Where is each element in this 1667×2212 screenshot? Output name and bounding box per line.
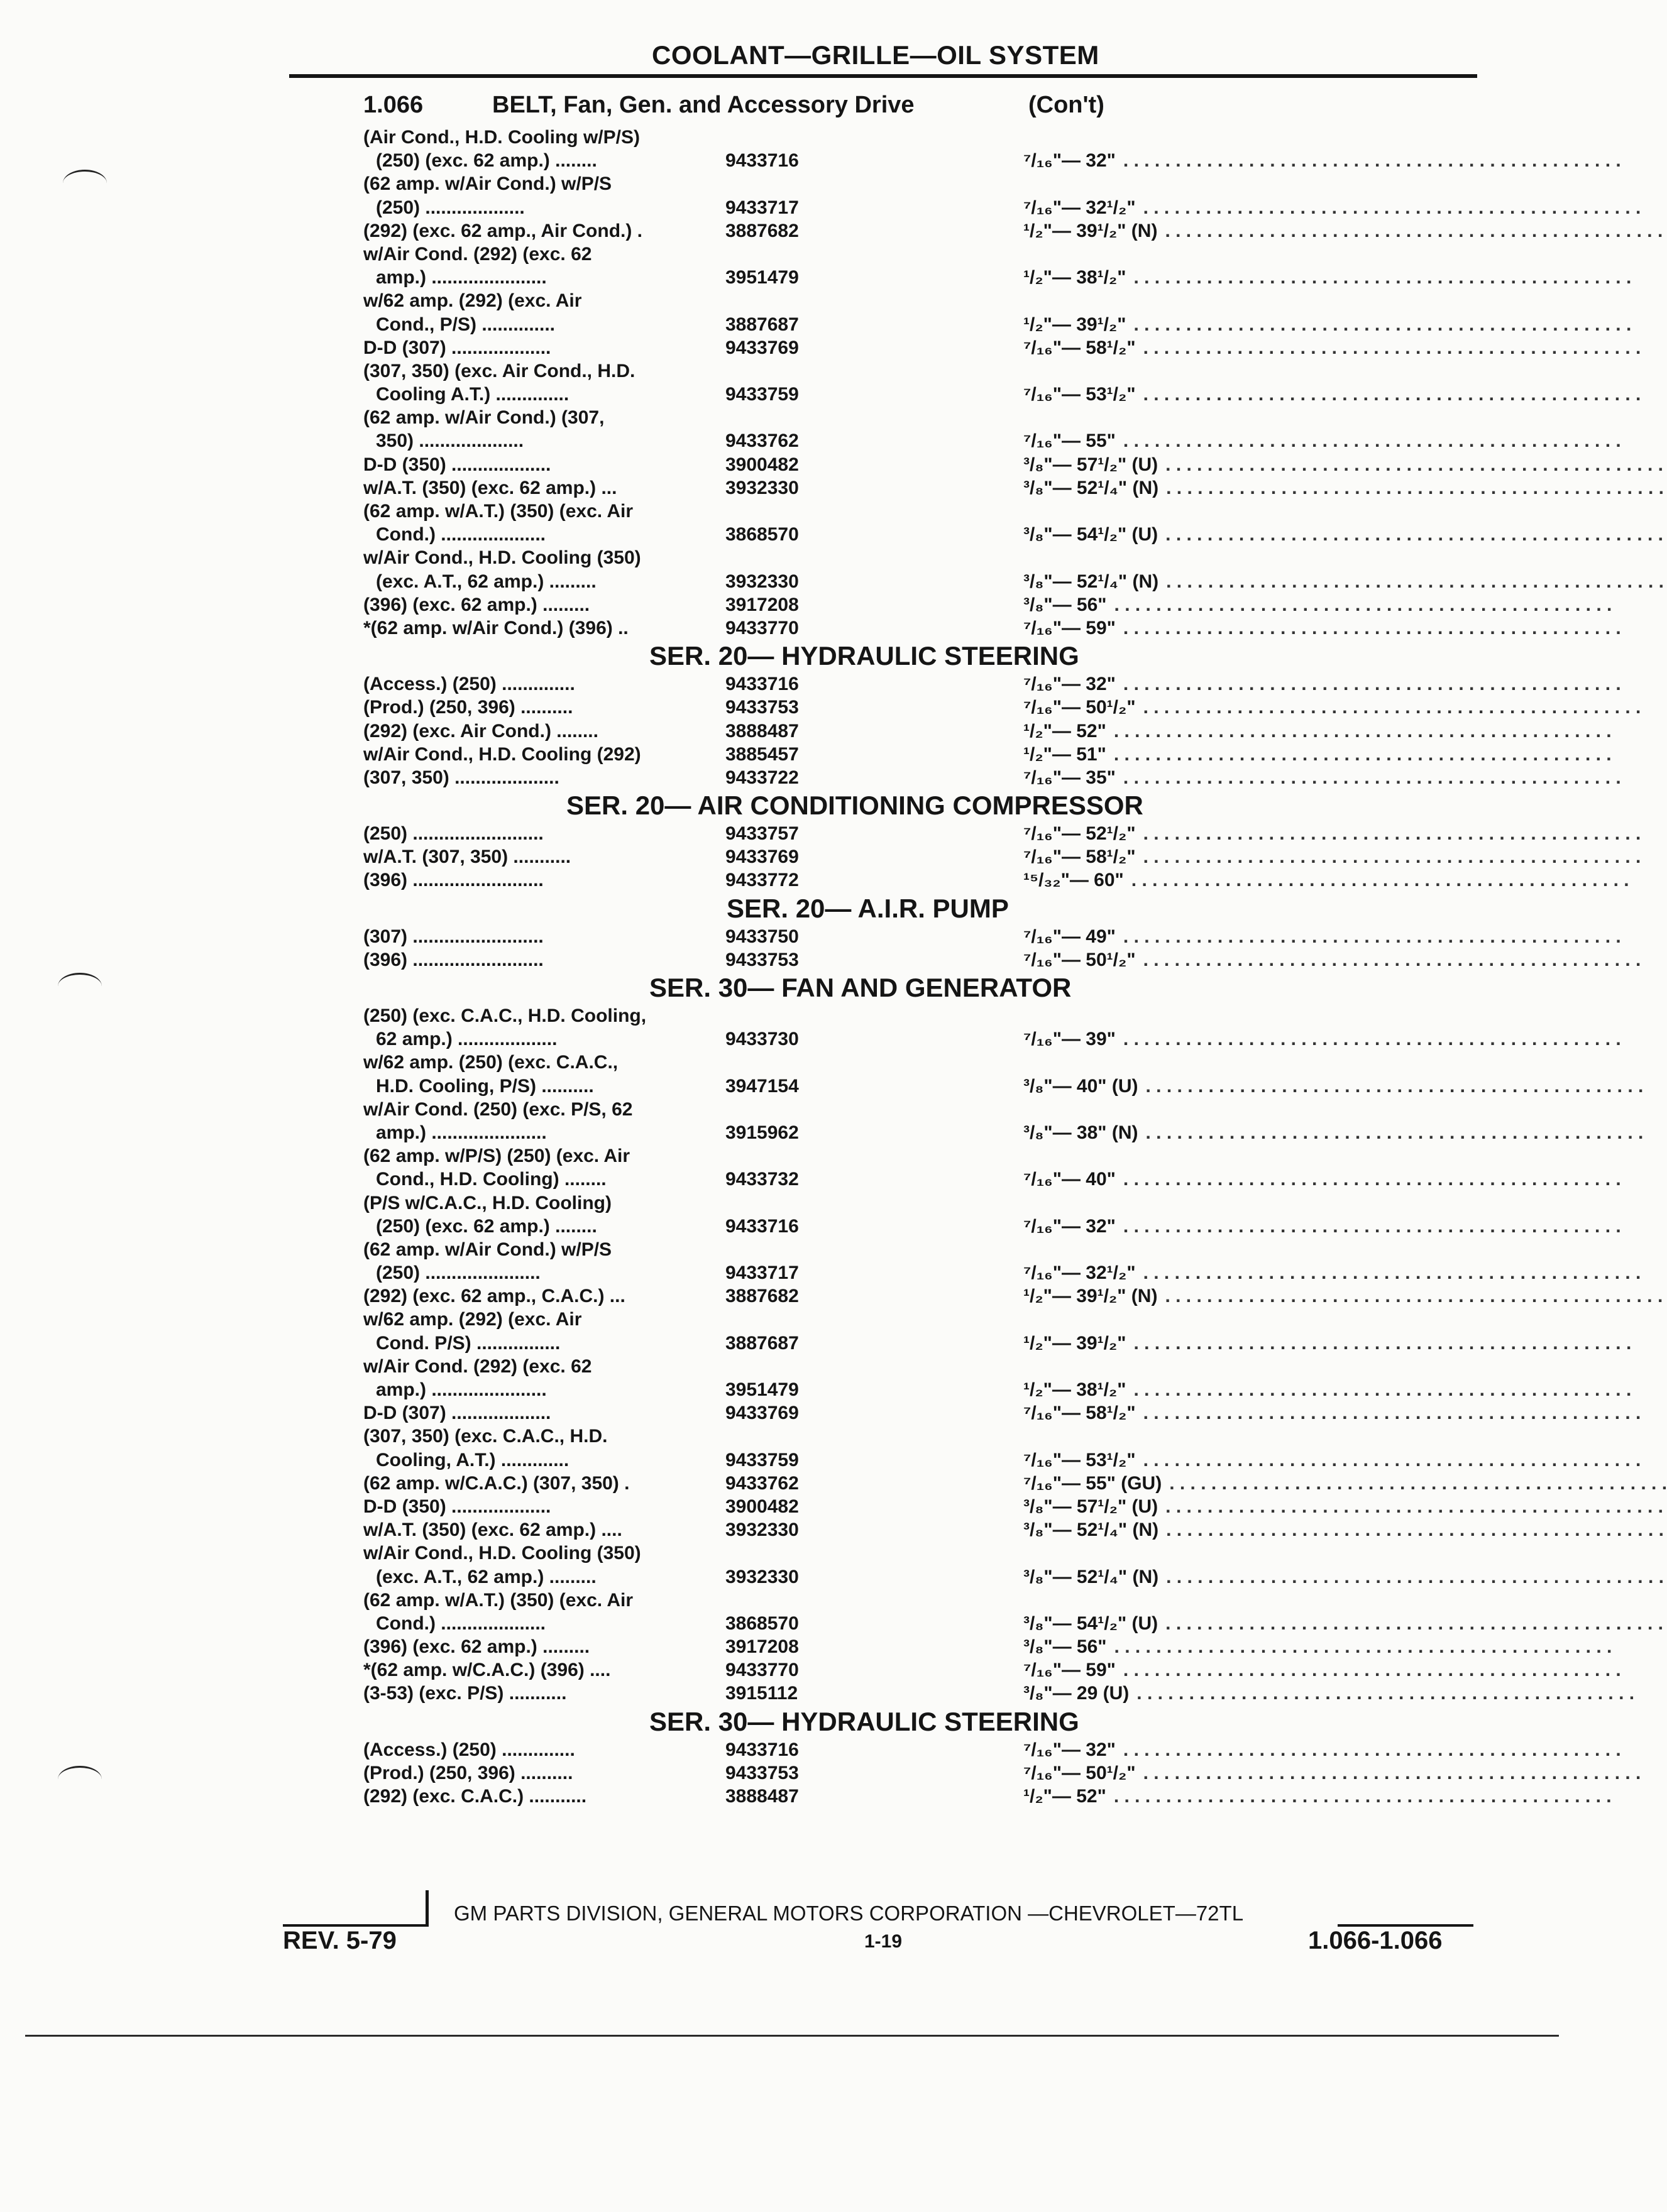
parts-row — [363, 593, 1612, 616]
dot-leader: . . . . . . . . . . . . . . . . . . . . . . . . . . . . . . . . . . . . . . . . . . . . . . . . — [1131, 870, 1629, 891]
part-number: 9433750 — [725, 926, 799, 947]
part-number: 3887682 — [725, 220, 799, 241]
parts-row — [363, 1589, 1482, 1612]
application-description: Cond. P/S) ................ — [376, 1332, 561, 1354]
parts-row — [363, 1355, 1482, 1378]
application-description: *(62 amp. w/Air Cond.) (396) .. — [363, 617, 629, 638]
series-heading-text: SER. 20— HYDRAULIC STEERING — [649, 641, 1079, 671]
part-number: 3888487 — [725, 720, 799, 742]
part-number: 3915962 — [725, 1122, 799, 1143]
part-number: 9433716 — [725, 1739, 799, 1760]
application-description: (292) (exc. 62 amp., C.A.C.) ... — [363, 1286, 625, 1307]
parts-row — [363, 1121, 1644, 1144]
application-description: (250) ................... — [376, 197, 525, 218]
belt-size: ³/₈"— 38" (N) — [1023, 1122, 1138, 1143]
part-number: 9433769 — [725, 337, 799, 358]
part-number: 9433769 — [725, 1403, 799, 1424]
parts-row — [363, 289, 1482, 312]
parts-row — [363, 868, 1629, 892]
dot-leader: . . . . . . . . . . . . . . . . . . . . . . . . . . . . . . . . . . . . . . . . . . . . . . . . — [1123, 1029, 1621, 1050]
application-description: w/62 amp. (292) (exc. Air — [363, 1309, 582, 1330]
parts-row — [363, 1761, 1641, 1785]
part-number: 3932330 — [725, 1566, 799, 1587]
parts-row — [363, 1425, 1482, 1448]
application-description: (250) (exc. C.A.C., H.D. Cooling, — [363, 1005, 647, 1026]
dot-leader: . . . . . . . . . . . . . . . . . . . . . . . . . . . . . . . . . . . . . . . . . . . . . . . . — [1133, 314, 1632, 335]
dot-leader: . . . . . . . . . . . . . . . . . . . . . . . . . . . . . . . . . . . . . . . . . . . . . . . . — [1143, 1449, 1641, 1470]
belt-size: ¹/₂"— 38¹/₂" — [1023, 267, 1126, 288]
parts-row — [363, 766, 1621, 789]
parts-row — [363, 948, 1641, 972]
footer-index-range: 1.066-1.066 — [1308, 1927, 1443, 1954]
application-description: (Access.) (250) .............. — [363, 1739, 575, 1760]
parts-row — [363, 1051, 1482, 1074]
application-description: H.D. Cooling, P/S) .......... — [376, 1075, 594, 1097]
part-number: 9433762 — [725, 1472, 799, 1494]
dot-leader: . . . . . . . . . . . . . . . . . . . . . . . . . . . . . . . . . . . . . . . . . . . . . . . . — [1143, 697, 1641, 718]
parts-row — [363, 523, 1663, 546]
parts-row — [363, 743, 1612, 766]
part-number: 3868570 — [725, 524, 799, 545]
dot-leader: . . . . . . . . . . . . . . . . . . . . . . . . . . . . . . . . . . . . . . . . . . . . . . . . — [1165, 1286, 1663, 1307]
application-description: amp.) ...................... — [376, 267, 547, 288]
parts-row — [363, 1785, 1612, 1808]
parts-row — [363, 1612, 1663, 1635]
part-number: 9433753 — [725, 697, 799, 718]
application-description: (250) ...................... — [376, 1262, 541, 1284]
parts-row — [363, 1098, 1482, 1121]
application-description: (292) (exc. Air Cond.) ........ — [363, 720, 598, 742]
application-description: (396) (exc. 62 amp.) ......... — [363, 594, 590, 615]
dot-leader: . . . . . . . . . . . . . . . . . . . . . . . . . . . . . . . . . . . . . . . . . . . . . . . . — [1165, 1612, 1663, 1634]
application-description: w/A.T. (350) (exc. 62 amp.) .... — [363, 1519, 622, 1541]
application-description: w/Air Cond. (250) (exc. P/S, 62 — [363, 1098, 633, 1120]
parts-row — [363, 172, 1482, 195]
application-description: amp.) ...................... — [376, 1379, 547, 1400]
parts-row — [363, 1635, 1612, 1658]
belt-size: ⁷/₁₆"— 32" — [1023, 1215, 1116, 1237]
part-number: 9433770 — [725, 1660, 799, 1681]
part-number: 3932330 — [725, 1519, 799, 1541]
dot-leader: . . . . . . . . . . . . . . . . . . . . . . . . . . . . . . . . . . . . . . . . . . . . . . . . — [1145, 1075, 1644, 1097]
parts-row — [363, 359, 1482, 383]
dot-leader: . . . . . . . . . . . . . . . . . . . . . . . . . . . . . . . . . . . . . . . . . . . . . . . . — [1133, 267, 1632, 288]
section-title: BELT, Fan, Gen. and Accessory Drive — [492, 92, 915, 118]
belt-size: ¹⁵/₃₂"— 60" — [1023, 870, 1124, 891]
series-heading — [363, 892, 1482, 925]
application-description: (250) ......................... — [363, 823, 544, 845]
parts-row — [363, 1027, 1621, 1051]
application-description: (307, 350) (exc. Air Cond., H.D. — [363, 360, 635, 381]
part-number: 3932330 — [725, 477, 799, 498]
belt-size: ⁷/₁₆"— 32" — [1023, 150, 1116, 172]
parts-row — [363, 219, 1663, 243]
application-description: (exc. A.T., 62 amp.) ......... — [376, 571, 597, 592]
belt-size: ¹/₂"— 51" — [1023, 743, 1106, 765]
dot-leader: . . . . . . . . . . . . . . . . . . . . . . . . . . . . . . . . . . . . . . . . . . . . . . . . — [1114, 594, 1612, 615]
part-number: 3900482 — [725, 454, 799, 475]
parts-row — [363, 1541, 1482, 1565]
header-rule — [289, 74, 1477, 78]
series-heading-text: SER. 20— AIR CONDITIONING COMPRESSOR — [566, 791, 1143, 821]
parts-row — [363, 546, 1482, 569]
footer-organization: GM PARTS DIVISION, GENERAL MOTORS CORPORATION —CHEVROLET—72TL — [454, 1902, 1244, 1925]
part-number: 3887687 — [725, 314, 799, 335]
dot-leader: . . . . . . . . . . . . . . . . . . . . . . . . . . . . . . . . . . . . . . . . . . . . . . . . — [1123, 926, 1621, 947]
belt-size: ³/₈"— 40" (U) — [1023, 1075, 1138, 1097]
belt-size: ⁷/₁₆"— 32¹/₂" — [1023, 197, 1136, 218]
parts-row — [363, 149, 1621, 172]
dot-leader: . . . . . . . . . . . . . . . . . . . . . . . . . . . . . . . . . . . . . . . . . . . . . . . . — [1113, 743, 1612, 765]
belt-size: ⁷/₁₆"— 52¹/₂" — [1023, 823, 1136, 845]
section-heading — [363, 92, 1476, 123]
series-heading-text: SER. 20— A.I.R. PUMP — [727, 893, 1009, 923]
belt-size: ⁷/₁₆"— 53¹/₂" — [1023, 384, 1136, 405]
part-number: 3868570 — [725, 1612, 799, 1634]
dot-leader: . . . . . . . . . . . . . . . . . . . . . . . . . . . . . . . . . . . . . . . . . . . . . . . . — [1143, 823, 1641, 845]
section-continued: (Con't) — [1028, 92, 1104, 118]
part-number: 9433717 — [725, 197, 799, 218]
part-number: 9433770 — [725, 617, 799, 638]
series-heading-text: SER. 30— HYDRAULIC STEERING — [649, 1706, 1079, 1736]
parts-row — [363, 429, 1621, 452]
belt-size: ³/₈"— 29 (U) — [1023, 1683, 1130, 1704]
application-description: w/Air Cond., H.D. Cooling (350) — [363, 1543, 641, 1564]
part-number: 9433759 — [725, 1449, 799, 1470]
application-description: (62 amp. w/P/S) (250) (exc. Air — [363, 1146, 630, 1167]
application-description: D-D (307) ................... — [363, 1403, 551, 1424]
series-heading — [363, 640, 1482, 672]
parts-row — [363, 616, 1621, 640]
dot-leader: . . . . . . . . . . . . . . . . . . . . . . . . . . . . . . . . . . . . . . . . . . . . . . . . — [1165, 454, 1663, 475]
parts-row — [363, 822, 1641, 845]
parts-row — [363, 1495, 1663, 1518]
series-heading — [363, 972, 1482, 1004]
application-description: w/Air Cond. (292) (exc. 62 — [363, 243, 592, 265]
dot-leader: . . . . . . . . . . . . . . . . . . . . . . . . . . . . . . . . . . . . . . . . . . . . . . . . — [1166, 1566, 1664, 1587]
part-number: 9433716 — [725, 150, 799, 172]
section-number: 1.066 — [363, 92, 424, 118]
dot-leader: . . . . . . . . . . . . . . . . . . . . . . . . . . . . . . . . . . . . . . . . . . . . . . . . — [1165, 220, 1663, 241]
part-number: 3887687 — [725, 1332, 799, 1354]
application-description: Cond.) .................... — [376, 524, 546, 545]
parts-row — [363, 383, 1641, 406]
parts-row — [363, 570, 1664, 593]
part-number: 3951479 — [725, 267, 799, 288]
part-number: 3951479 — [725, 1379, 799, 1400]
dot-leader: . . . . . . . . . . . . . . . . . . . . . . . . . . . . . . . . . . . . . . . . . . . . . . . . — [1113, 720, 1612, 742]
dot-leader: . . . . . . . . . . . . . . . . . . . . . . . . . . . . . . . . . . . . . . . . . . . . . . . . — [1123, 617, 1621, 638]
dot-leader: . . . . . . . . . . . . . . . . . . . . . . . . . . . . . . . . . . . . . . . . . . . . . . . . — [1123, 430, 1621, 452]
application-description: (62 amp. w/Air Cond.) w/P/S — [363, 1239, 612, 1260]
belt-size: ⁷/₁₆"— 53¹/₂" — [1023, 1449, 1136, 1470]
application-description: Cond.) .................... — [376, 1612, 546, 1634]
dot-leader: . . . . . . . . . . . . . . . . . . . . . . . . . . . . . . . . . . . . . . . . . . . . . . . . — [1123, 1169, 1621, 1190]
application-description: Cond., H.D. Cooling) ........ — [376, 1169, 607, 1190]
part-number: 3932330 — [725, 571, 799, 592]
dot-leader: . . . . . . . . . . . . . . . . . . . . . . . . . . . . . . . . . . . . . . . . . . . . . . . . — [1143, 384, 1641, 405]
parts-row — [363, 1378, 1632, 1401]
application-description: (292) (exc. C.A.C.) ........... — [363, 1786, 587, 1807]
belt-size: ⁷/₁₆"— 32¹/₂" — [1023, 1262, 1136, 1284]
part-number: 3885457 — [725, 743, 799, 765]
dot-leader: . . . . . . . . . . . . . . . . . . . . . . . . . . . . . . . . . . . . . . . . . . . . . . . . — [1143, 949, 1641, 970]
dot-leader: . . . . . . . . . . . . . . . . . . . . . . . . . . . . . . . . . . . . . . . . . . . . . . . . — [1166, 1519, 1664, 1541]
application-description: Cond., P/S) .............. — [376, 314, 556, 335]
part-number: 9433757 — [725, 823, 799, 845]
belt-size: ³/₈"— 52¹/₄" (N) — [1023, 571, 1159, 592]
dot-leader: . . . . . . . . . . . . . . . . . . . . . . . . . . . . . . . . . . . . . . . . . . . . . . . . — [1123, 150, 1621, 172]
parts-row — [363, 1168, 1621, 1191]
part-number: 9433732 — [725, 1169, 799, 1190]
parts-row — [363, 1472, 1667, 1495]
parts-row — [363, 1332, 1632, 1355]
part-number: 3917208 — [725, 594, 799, 615]
dot-leader: . . . . . . . . . . . . . . . . . . . . . . . . . . . . . . . . . . . . . . . . . . . . . . . . — [1113, 1786, 1612, 1807]
belt-size: ⁷/₁₆"— 55" — [1023, 430, 1116, 452]
part-number: 9433717 — [725, 1262, 799, 1284]
application-description: (62 amp. w/Air Cond.) w/P/S — [363, 173, 612, 195]
dot-leader: . . . . . . . . . . . . . . . . . . . . . . . . . . . . . . . . . . . . . . . . . . . . . . . . — [1123, 1660, 1621, 1681]
application-description: (P/S w/C.A.C., H.D. Cooling) — [363, 1192, 612, 1213]
application-description: Cooling, A.T.) ............. — [376, 1449, 569, 1470]
belt-size: ⁷/₁₆"— 55" (GU) — [1023, 1472, 1162, 1494]
belt-size: ⁷/₁₆"— 32" — [1023, 1739, 1116, 1760]
belt-size: ¹/₂"— 52" — [1023, 1786, 1106, 1807]
application-description: amp.) ...................... — [376, 1122, 547, 1143]
application-description: 62 amp.) ................... — [376, 1029, 558, 1050]
dot-leader: . . . . . . . . . . . . . . . . . . . . . . . . . . . . . . . . . . . . . . . . . . . . . . . . — [1166, 477, 1664, 498]
belt-size: ⁷/₁₆"— 50¹/₂" — [1023, 697, 1136, 718]
footer-tick — [426, 1890, 429, 1927]
belt-size: ⁷/₁₆"— 58¹/₂" — [1023, 1403, 1136, 1424]
application-description: w/62 amp. (292) (exc. Air — [363, 290, 582, 312]
parts-row — [363, 1518, 1664, 1541]
parts-row — [363, 696, 1641, 719]
parts-row — [363, 720, 1612, 743]
belt-size: ¹/₂"— 39¹/₂" (N) — [1023, 1286, 1158, 1307]
dot-leader: . . . . . . . . . . . . . . . . . . . . . . . . . . . . . . . . . . . . . . . . . . . . . . . . — [1123, 674, 1621, 695]
belt-size: ³/₈"— 52¹/₄" (N) — [1023, 1566, 1159, 1587]
dot-leader: . . . . . . . . . . . . . . . . . . . . . . . . . . . . . . . . . . . . . . . . . . . . . . . . — [1143, 337, 1641, 358]
part-number: 9433762 — [725, 430, 799, 452]
application-description: (307, 350) (exc. C.A.C., H.D. — [363, 1426, 608, 1447]
part-number: 3917208 — [725, 1636, 799, 1658]
dot-leader: . . . . . . . . . . . . . . . . . . . . . . . . . . . . . . . . . . . . . . . . . . . . . . . . — [1165, 1496, 1663, 1517]
belt-size: ³/₈"— 57¹/₂" (U) — [1023, 1496, 1158, 1517]
dot-leader: . . . . . . . . . . . . . . . . . . . . . . . . . . . . . . . . . . . . . . . . . . . . . . . . — [1123, 1215, 1621, 1237]
page-header-title: COOLANT—GRILLE—OIL SYSTEM — [652, 40, 1099, 70]
application-description: (307, 350) .................... — [363, 767, 559, 788]
parts-row — [363, 845, 1641, 868]
parts-row — [363, 1004, 1482, 1027]
parts-row — [363, 1401, 1641, 1425]
series-heading-text: SER. 30— FAN AND GENERATOR — [649, 973, 1072, 1002]
parts-row — [363, 1238, 1482, 1261]
application-description: *(62 amp. w/C.A.C.) (396) .... — [363, 1660, 611, 1681]
part-number: 9433772 — [725, 870, 799, 891]
application-description: (250) (exc. 62 amp.) ........ — [376, 150, 597, 172]
belt-size: ³/₈"— 52¹/₄" (N) — [1023, 477, 1159, 498]
dot-leader: . . . . . . . . . . . . . . . . . . . . . . . . . . . . . . . . . . . . . . . . . . . . . . . . — [1123, 767, 1621, 788]
parts-row — [363, 672, 1621, 696]
application-description: (292) (exc. 62 amp., Air Cond.) . — [363, 220, 643, 241]
application-description: (62 amp. w/A.T.) (350) (exc. Air — [363, 501, 634, 522]
part-number: 9433769 — [725, 846, 799, 868]
dot-leader: . . . . . . . . . . . . . . . . . . . . . . . . . . . . . . . . . . . . . . . . . . . . . . . . — [1169, 1472, 1667, 1494]
belt-size: ¹/₂"— 39¹/₂" — [1023, 314, 1126, 335]
parts-row — [363, 126, 1482, 149]
parts-row — [363, 925, 1621, 948]
application-description: (396) ......................... — [363, 949, 544, 970]
parts-row — [363, 243, 1482, 266]
part-number: 9433759 — [725, 384, 799, 405]
part-number: 9433716 — [725, 1215, 799, 1237]
application-description: (3-53) (exc. P/S) ........... — [363, 1683, 567, 1704]
parts-row — [363, 476, 1664, 500]
belt-size: ⁷/₁₆"— 58¹/₂" — [1023, 846, 1136, 868]
belt-size: ¹/₂"— 52" — [1023, 720, 1106, 742]
dot-leader: . . . . . . . . . . . . . . . . . . . . . . . . . . . . . . . . . . . . . . . . . . . . . . . . — [1123, 1739, 1621, 1760]
application-description: (396) ......................... — [363, 870, 544, 891]
dot-leader: . . . . . . . . . . . . . . . . . . . . . . . . . . . . . . . . . . . . . . . . . . . . . . . . — [1143, 846, 1641, 868]
application-description: w/Air Cond., H.D. Cooling (350) — [363, 547, 641, 569]
parts-row — [363, 1448, 1641, 1472]
belt-size: ¹/₂"— 39¹/₂" — [1023, 1332, 1126, 1354]
part-number: 9433730 — [725, 1029, 799, 1050]
dot-leader: . . . . . . . . . . . . . . . . . . . . . . . . . . . . . . . . . . . . . . . . . . . . . . . . — [1133, 1379, 1632, 1400]
application-description: w/62 amp. (250) (exc. C.A.C., — [363, 1052, 619, 1073]
parts-row — [363, 266, 1632, 289]
parts-row — [363, 196, 1641, 219]
application-description: (307) ......................... — [363, 926, 544, 947]
belt-size: ⁷/₁₆"— 59" — [1023, 1660, 1116, 1681]
parts-row — [363, 500, 1482, 523]
parts-row — [363, 453, 1663, 476]
part-number: 9433716 — [725, 674, 799, 695]
dot-leader: . . . . . . . . . . . . . . . . . . . . . . . . . . . . . . . . . . . . . . . . . . . . . . . . — [1143, 197, 1641, 218]
application-description: (Air Cond., H.D. Cooling w/P/S) — [363, 127, 640, 148]
belt-size: ¹/₂"— 39¹/₂" (N) — [1023, 220, 1158, 241]
belt-size: ³/₈"— 54¹/₂" (U) — [1023, 524, 1158, 545]
belt-size: ³/₈"— 56" — [1023, 594, 1107, 615]
binder-hole-mark — [58, 973, 102, 1000]
dot-leader: . . . . . . . . . . . . . . . . . . . . . . . . . . . . . . . . . . . . . . . . . . . . . . . . — [1143, 1762, 1641, 1783]
application-description: D-D (307) ................... — [363, 337, 551, 358]
application-description: w/Air Cond. (292) (exc. 62 — [363, 1355, 592, 1377]
parts-row — [363, 1738, 1621, 1761]
belt-size: ⁷/₁₆"— 35" — [1023, 767, 1116, 788]
dot-leader: . . . . . . . . . . . . . . . . . . . . . . . . . . . . . . . . . . . . . . . . . . . . . . . . — [1114, 1636, 1612, 1658]
parts-row — [363, 313, 1632, 336]
application-description: D-D (350) ................... — [363, 454, 551, 475]
belt-size: ⁷/₁₆"— 40" — [1023, 1169, 1116, 1190]
belt-size: ³/₈"— 56" — [1023, 1636, 1107, 1658]
belt-size: ³/₈"— 54¹/₂" (U) — [1023, 1612, 1158, 1634]
parts-row — [363, 1191, 1482, 1215]
part-number: 9433722 — [725, 767, 799, 788]
application-description: (Access.) (250) .............. — [363, 674, 575, 695]
application-description: (62 amp. w/Air Cond.) (307, — [363, 407, 605, 429]
part-number: 3947154 — [725, 1075, 799, 1097]
binder-hole-mark — [63, 170, 107, 197]
parts-row — [363, 1682, 1635, 1705]
belt-size: ⁷/₁₆"— 32" — [1023, 674, 1116, 695]
footer-page-number: 1-19 — [864, 1931, 903, 1952]
parts-row — [363, 1075, 1644, 1098]
application-description: Cooling A.T.) .............. — [376, 384, 569, 405]
application-description: (Prod.) (250, 396) .......... — [363, 697, 573, 718]
dot-leader: . . . . . . . . . . . . . . . . . . . . . . . . . . . . . . . . . . . . . . . . . . . . . . . . — [1143, 1403, 1641, 1424]
parts-row — [363, 1284, 1663, 1308]
application-description: 350) .................... — [376, 430, 524, 452]
scan-bottom-rule — [25, 2035, 1559, 2037]
part-number: 9433753 — [725, 949, 799, 970]
binder-hole-mark — [58, 1766, 102, 1793]
dot-leader: . . . . . . . . . . . . . . . . . . . . . . . . . . . . . . . . . . . . . . . . . . . . . . . . — [1145, 1122, 1644, 1143]
parts-row — [363, 1308, 1482, 1331]
belt-size: ⁷/₁₆"— 59" — [1023, 617, 1116, 638]
part-number: 9433753 — [725, 1762, 799, 1783]
parts-row — [363, 1261, 1641, 1284]
part-number: 3915112 — [725, 1683, 798, 1704]
part-number: 3888487 — [725, 1786, 799, 1807]
application-description: (396) (exc. 62 amp.) ......... — [363, 1636, 590, 1658]
parts-row — [363, 336, 1641, 359]
dot-leader: . . . . . . . . . . . . . . . . . . . . . . . . . . . . . . . . . . . . . . . . . . . . . . . . — [1143, 1262, 1641, 1284]
belt-size: ⁷/₁₆"— 50¹/₂" — [1023, 1762, 1136, 1783]
application-description: (Prod.) (250, 396) .......... — [363, 1762, 573, 1783]
dot-leader: . . . . . . . . . . . . . . . . . . . . . . . . . . . . . . . . . . . . . . . . . . . . . . . . — [1165, 524, 1663, 545]
application-description: (250) (exc. 62 amp.) ........ — [376, 1215, 597, 1237]
series-heading — [363, 1706, 1482, 1738]
dot-leader: . . . . . . . . . . . . . . . . . . . . . . . . . . . . . . . . . . . . . . . . . . . . . . . . — [1133, 1332, 1632, 1354]
belt-size: ⁷/₁₆"— 49" — [1023, 926, 1116, 947]
parts-row — [363, 1215, 1621, 1238]
application-description: (62 amp. w/A.T.) (350) (exc. Air — [363, 1589, 634, 1611]
parts-row — [363, 1565, 1664, 1589]
parts-row — [363, 1658, 1621, 1682]
parts-list — [363, 126, 1667, 1808]
application-description: w/A.T. (307, 350) ........... — [363, 846, 571, 868]
application-description: w/Air Cond., H.D. Cooling (292) — [363, 743, 641, 765]
application-description: D-D (350) ................... — [363, 1496, 551, 1517]
belt-size: ³/₈"— 57¹/₂" (U) — [1023, 454, 1158, 475]
belt-size: ³/₈"— 52¹/₄" (N) — [1023, 1519, 1159, 1541]
belt-size: ¹/₂"— 38¹/₂" — [1023, 1379, 1126, 1400]
belt-size: ⁷/₁₆"— 58¹/₂" — [1023, 337, 1136, 358]
parts-row — [363, 1144, 1482, 1168]
application-description: w/A.T. (350) (exc. 62 amp.) ... — [363, 477, 617, 498]
parts-row — [363, 406, 1482, 429]
series-heading — [363, 789, 1482, 822]
dot-leader: . . . . . . . . . . . . . . . . . . . . . . . . . . . . . . . . . . . . . . . . . . . . . . . . — [1166, 571, 1664, 592]
application-description: (62 amp. w/C.A.C.) (307, 350) . — [363, 1472, 630, 1494]
belt-size: ⁷/₁₆"— 39" — [1023, 1029, 1116, 1050]
belt-size: ⁷/₁₆"— 50¹/₂" — [1023, 949, 1136, 970]
application-description: (exc. A.T., 62 amp.) ......... — [376, 1566, 597, 1587]
dot-leader: . . . . . . . . . . . . . . . . . . . . . . . . . . . . . . . . . . . . . . . . . . . . . . . . — [1136, 1683, 1635, 1704]
part-number: 3887682 — [725, 1286, 799, 1307]
part-number: 3900482 — [725, 1496, 799, 1517]
footer-revision: REV. 5-79 — [283, 1927, 397, 1954]
